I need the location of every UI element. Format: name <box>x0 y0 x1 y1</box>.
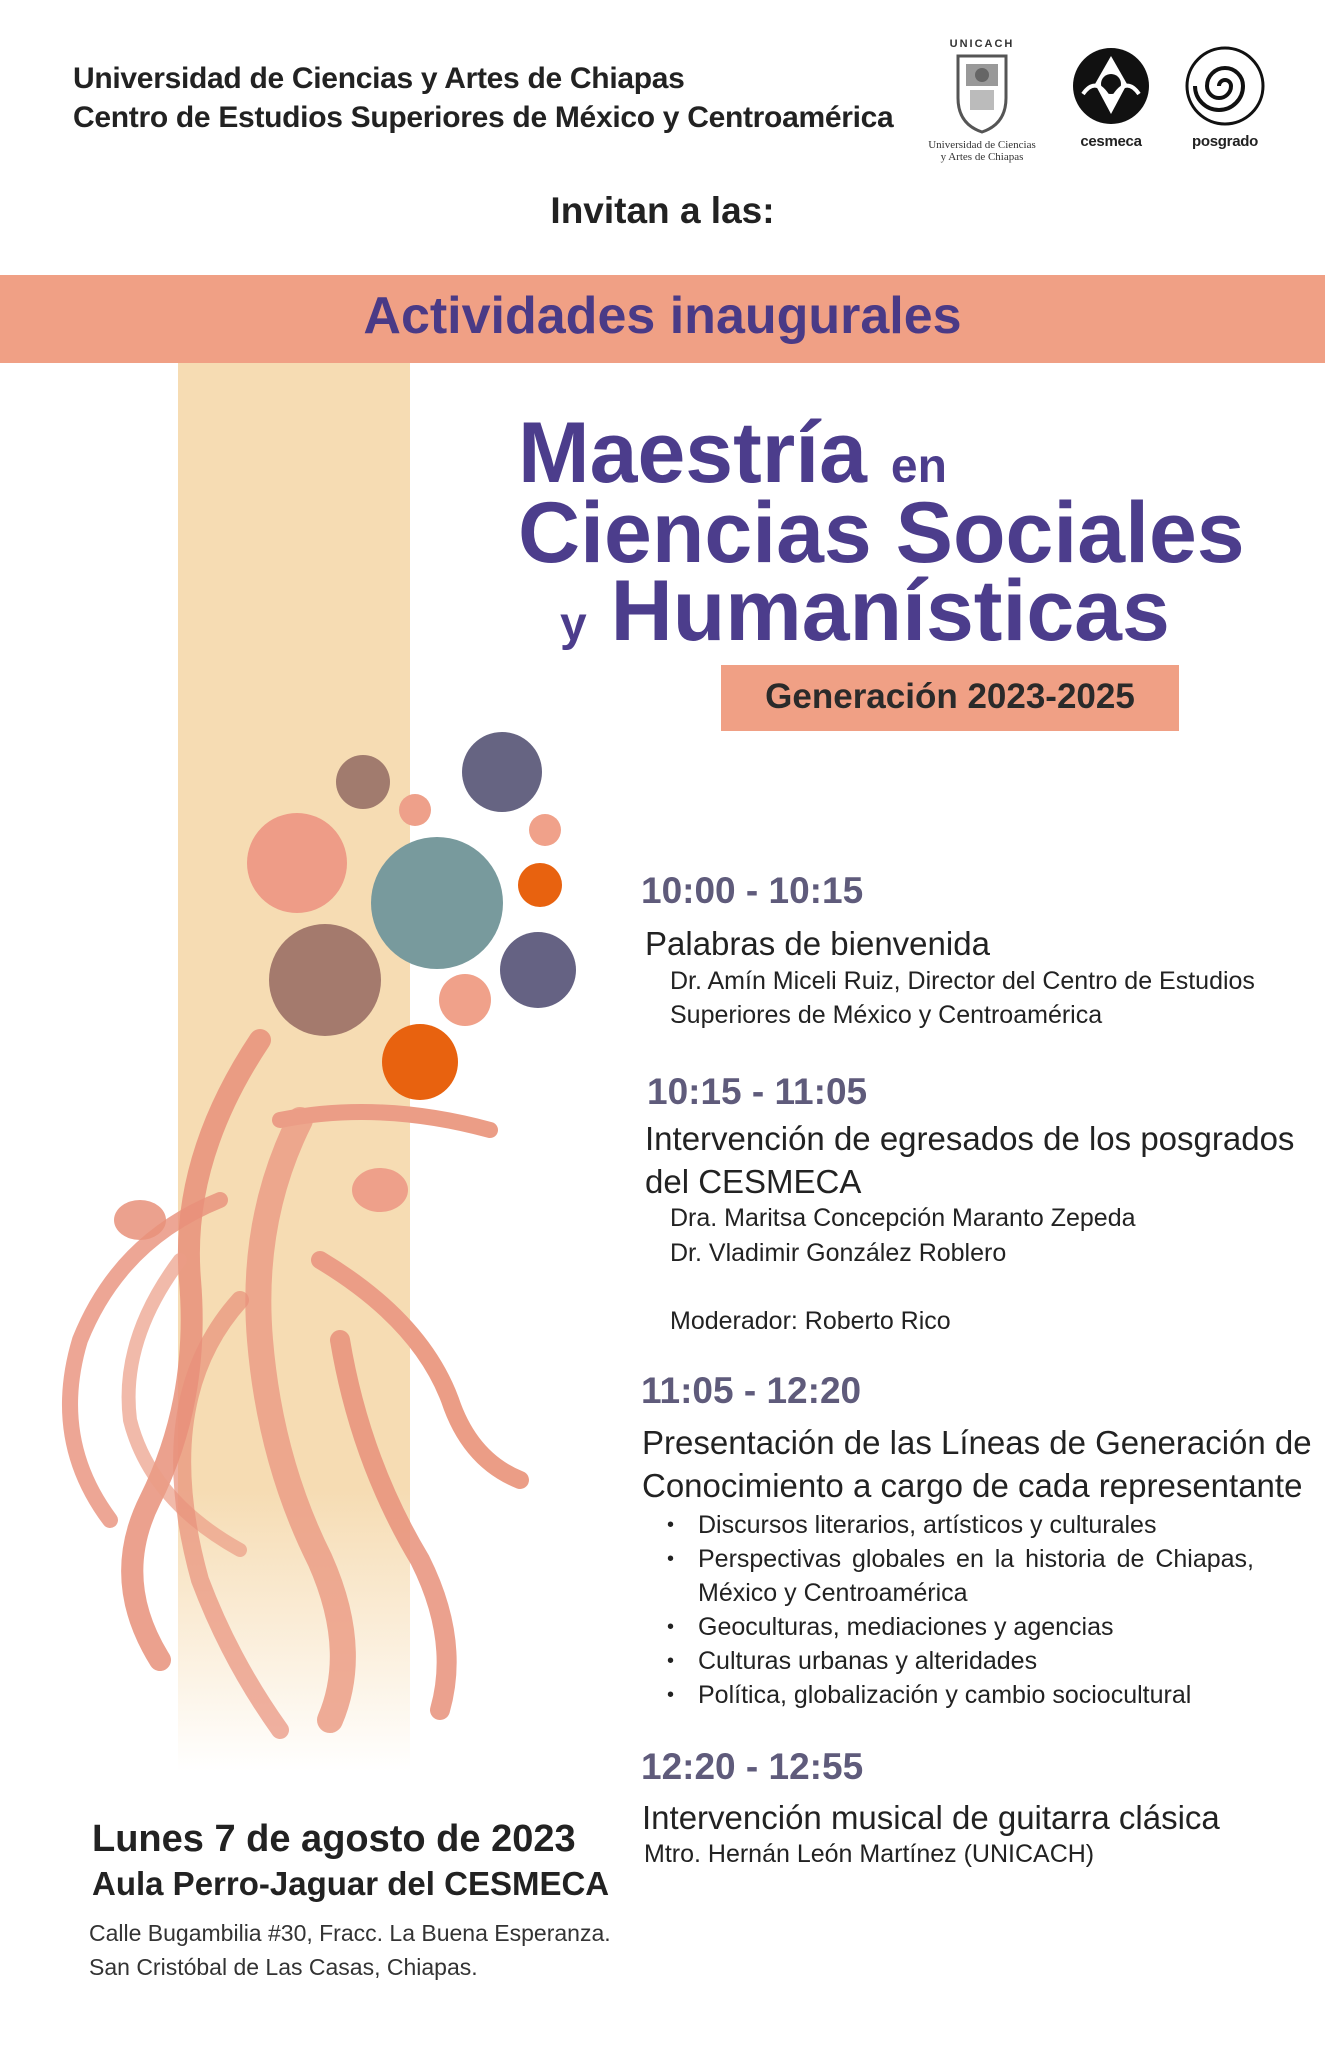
schedule-title-2a: Intervención de egresados de los posgrados <box>645 1120 1295 1157</box>
program-title-word-en: en <box>890 440 947 493</box>
research-line-item: • Perspectivas globales en la historia de Chiapas, México y Centroamérica <box>642 1542 1254 1610</box>
posgrado-label: posgrado <box>1192 133 1258 150</box>
program-title-word-maestria: Maestría <box>518 405 867 501</box>
unicach-logo <box>922 38 1042 163</box>
schedule-title-1: Palabras de bienvenida <box>645 925 990 962</box>
schedule-time-2: 10:15 - 11:05 <box>647 1071 868 1112</box>
research-line-item: • Discursos literarios, artísticos y culturales <box>642 1508 1254 1542</box>
schedule-speaker-4: Mtro. Hernán León Martínez (UNICACH) <box>644 1840 1095 1868</box>
research-line-item: • Geoculturas, mediaciones y agencias <box>642 1610 1254 1644</box>
generation-label: Generación 2023-2025 <box>765 677 1135 716</box>
unicach-caption-1: Universidad de Ciencias <box>928 139 1036 151</box>
schedule-title-2b: del CESMECA <box>645 1163 862 1200</box>
event-date: Lunes 7 de agosto de 2023 <box>92 1818 576 1860</box>
research-line-item: • Culturas urbanas y alteridades <box>642 1644 1254 1678</box>
cesmeca-logo <box>1066 44 1156 150</box>
program-title-line1 <box>518 405 947 501</box>
schedule-time-1: 10:00 - 10:15 <box>641 870 864 911</box>
cesmeca-label: cesmeca <box>1080 133 1142 150</box>
schedule-speaker-2a: Dra. Maritsa Concepción Maranto Zepeda <box>670 1204 1136 1232</box>
unicach-arc-text: UNICACH <box>949 38 1015 50</box>
schedule-moderator: Moderador: Roberto Rico <box>670 1307 951 1335</box>
posgrado-logo <box>1180 44 1270 150</box>
schedule-title-3b: Conocimiento a cargo de cada representante <box>642 1467 1303 1504</box>
banner-title: Actividades inaugurales <box>363 287 962 345</box>
unicach-shield-icon <box>952 50 1012 134</box>
schedule-speaker-1a: Dr. Amín Miceli Ruiz, Director del Centro de Estudios <box>670 967 1255 995</box>
dancers-illustration <box>0 700 620 1780</box>
schedule-time-4: 12:20 - 12:55 <box>641 1746 864 1787</box>
schedule-speaker-2b: Dr. Vladimir González Roblero <box>670 1239 1007 1267</box>
program-title-line3 <box>560 563 1170 659</box>
schedule-title-3a: Presentación de las Líneas de Generación de <box>642 1424 1312 1461</box>
schedule-title-4: Intervención musical de guitarra clásica <box>642 1799 1220 1836</box>
program-title-word-humanisticas: Humanísticas <box>610 563 1170 659</box>
cesmeca-emblem-icon <box>1069 44 1153 128</box>
university-name: Universidad de Ciencias y Artes de Chiapas <box>73 62 685 95</box>
schedule-time-3: 11:05 - 12:20 <box>641 1370 862 1411</box>
research-line-item: • Política, globalización y cambio sociocultural <box>642 1678 1254 1712</box>
center-name: Centro de Estudios Superiores de México y Centroamérica <box>73 101 894 134</box>
program-title-line2: Ciencias Sociales <box>518 485 1245 581</box>
research-lines-list <box>642 1508 1254 1712</box>
posgrado-spiral-icon <box>1183 44 1267 128</box>
event-address-line2: San Cristóbal de Las Casas, Chiapas. <box>89 1954 478 1980</box>
event-address-line1: Calle Bugambilia #30, Fracc. La Buena Esperanza. <box>89 1920 611 1946</box>
decorative-circles <box>247 732 576 1100</box>
schedule-speaker-1b: Superiores de México y Centroamérica <box>670 1001 1103 1029</box>
dancer-figures <box>70 1040 520 1730</box>
event-venue: Aula Perro-Jaguar del CESMECA <box>92 1865 610 1902</box>
invite-text: Invitan a las: <box>550 190 775 231</box>
program-title-word-y: y <box>560 598 587 651</box>
unicach-caption-2: y Artes de Chiapas <box>940 151 1024 163</box>
